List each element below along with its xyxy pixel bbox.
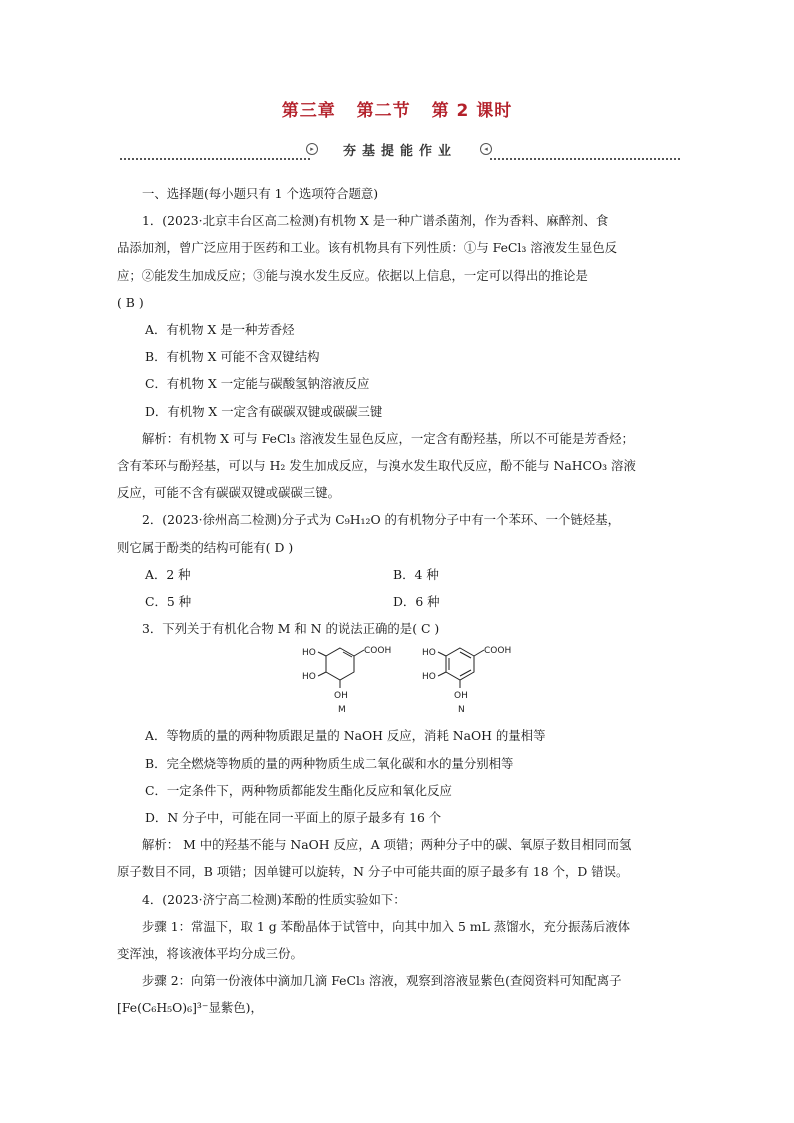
- m-group-cooh: COOH: [364, 646, 392, 657]
- m-label: M: [338, 705, 346, 716]
- m-group-ho-top: HO: [302, 648, 316, 659]
- q1-analysis-line1: 解析：有机物 X 可与 FeCl₃ 溶液发生显色反应，一定含有酚羟基，所以不可能是芳香烃；: [142, 430, 634, 446]
- n-group-oh: OH: [454, 691, 468, 702]
- q4-step2-line1: 步骤 2：向第一份液体中滴加几滴 FeCl₃ 溶液，观察到溶液显紫色(查阅资料可知配离子: [142, 973, 622, 989]
- q1-analysis-line2: 含有苯环与酚羟基，可以与 H₂ 发生加成反应，与溴水发生取代反应，酚不能与 NaHCO₃ 溶液: [117, 458, 636, 474]
- arrow-right-icon: ◂: [480, 143, 492, 155]
- q1-stem-line2: 品添加剂，曾广泛应用于医药和工业。该有机物具有下列性质：①与 FeCl₃ 溶液发生显色反: [117, 240, 617, 256]
- q2-option-c: C．5 种: [145, 594, 192, 610]
- homework-banner: [120, 138, 680, 160]
- q3-option-b: B．完全燃烧等物质的量的两种物质生成二氧化碳和水的量分别相等: [145, 755, 514, 771]
- q2-option-d: D．6 种: [393, 594, 440, 610]
- n-group-cooh: COOH: [484, 646, 512, 657]
- lesson-label: 第 2 课时: [431, 101, 513, 121]
- n-label: N: [458, 705, 465, 716]
- dotted-rule-right: [490, 158, 680, 160]
- n-group-ho-bottom: HO: [422, 672, 436, 683]
- q2-stem-line2: 则它属于酚类的结构可能有( D ): [117, 539, 294, 555]
- q2-option-b: B．4 种: [393, 566, 439, 582]
- q1-analysis-line3: 反应，可能不含有碳碳双键或碳碳三键。: [117, 485, 341, 501]
- molecule-m: [318, 648, 364, 688]
- q4-stem: 4．(2023·济宁高二检测)苯酚的性质实验如下：: [142, 891, 406, 907]
- molecule-n: [438, 648, 484, 688]
- q3-option-d: D．N 分子中，可能在同一平面上的原子最多有 16 个: [145, 810, 442, 826]
- n-group-ho-top: HO: [422, 648, 436, 659]
- chapter-label: 第三章: [281, 101, 336, 121]
- q1-option-a: A．有机物 X 是一种芳香烃: [145, 322, 295, 338]
- q3-stem: 3．下列关于有机化合物 M 和 N 的说法正确的是( C ): [142, 621, 440, 637]
- banner-caption: 夯基提能作业: [342, 144, 457, 159]
- q1-option-b: B．有机物 X 可能不含双键结构: [145, 349, 320, 365]
- q3-option-a: A．等物质的量的两种物质跟足量的 NaOH 反应，消耗 NaOH 的量相等: [145, 728, 546, 744]
- molecule-diagram: [302, 644, 542, 716]
- question-content: [117, 180, 677, 1022]
- dotted-rule-left: [120, 158, 310, 160]
- q1-option-d: D．有机物 X 一定含有碳碳双键或碳碳三键: [145, 403, 383, 419]
- q2-options-row1: [117, 561, 677, 588]
- q4-step2-line2: [Fe(C₆H₅O)₆]³⁻显紫色)，: [117, 1000, 263, 1016]
- q2-option-a: A．2 种: [145, 566, 191, 582]
- q1-stem-line1: 1．(2023·北京丰台区高二检测)有机物 X 是一种广谱杀菌剂，作为香料、麻醉剂、食: [142, 213, 609, 229]
- m-group-oh: OH: [334, 691, 348, 702]
- m-group-ho-bottom: HO: [302, 672, 316, 683]
- page-title: [0, 96, 794, 121]
- q3-structures: [117, 644, 677, 716]
- q1-answer: ( B ): [117, 294, 144, 310]
- section-label: 第二节: [356, 101, 411, 121]
- q1-stem-line3: 应；②能发生加成反应；③能与溴水发生反应。依据以上信息，一定可以得出的推论是: [117, 267, 588, 283]
- arrow-left-icon: ▸: [306, 143, 318, 155]
- section-heading: 一、选择题(每小题只有 1 个选项符合题意): [142, 186, 379, 201]
- q4-step1-line1: 步骤 1：常温下，取 1 g 苯酚晶体于试管中，向其中加入 5 mL 蒸馏水，充分振荡后液体: [142, 918, 631, 934]
- q3-analysis-line2: 原子数目不同，B 项错；因单键可以旋转，N 分子中可能共面的原子最多有 18 个，D 错误。: [117, 864, 629, 880]
- q4-step1-line2: 变浑浊，将该液体平均分成三份。: [117, 946, 303, 962]
- q1-option-c: C．有机物 X 一定能与碳酸氢钠溶液反应: [145, 376, 370, 392]
- q3-analysis-line1: 解析： M 中的羟基不能与 NaOH 反应，A 项错；两种分子中的碳、氧原子数目相同而氢: [142, 837, 632, 853]
- q2-options-row2: [117, 588, 677, 615]
- q3-option-c: C．一定条件下，两种物质都能发生酯化反应和氧化反应: [145, 782, 452, 798]
- q2-stem-line1: 2．(2023·徐州高二检测)分子式为 C₉H₁₂O 的有机物分子中有一个苯环、一个链烃基，: [142, 512, 620, 528]
